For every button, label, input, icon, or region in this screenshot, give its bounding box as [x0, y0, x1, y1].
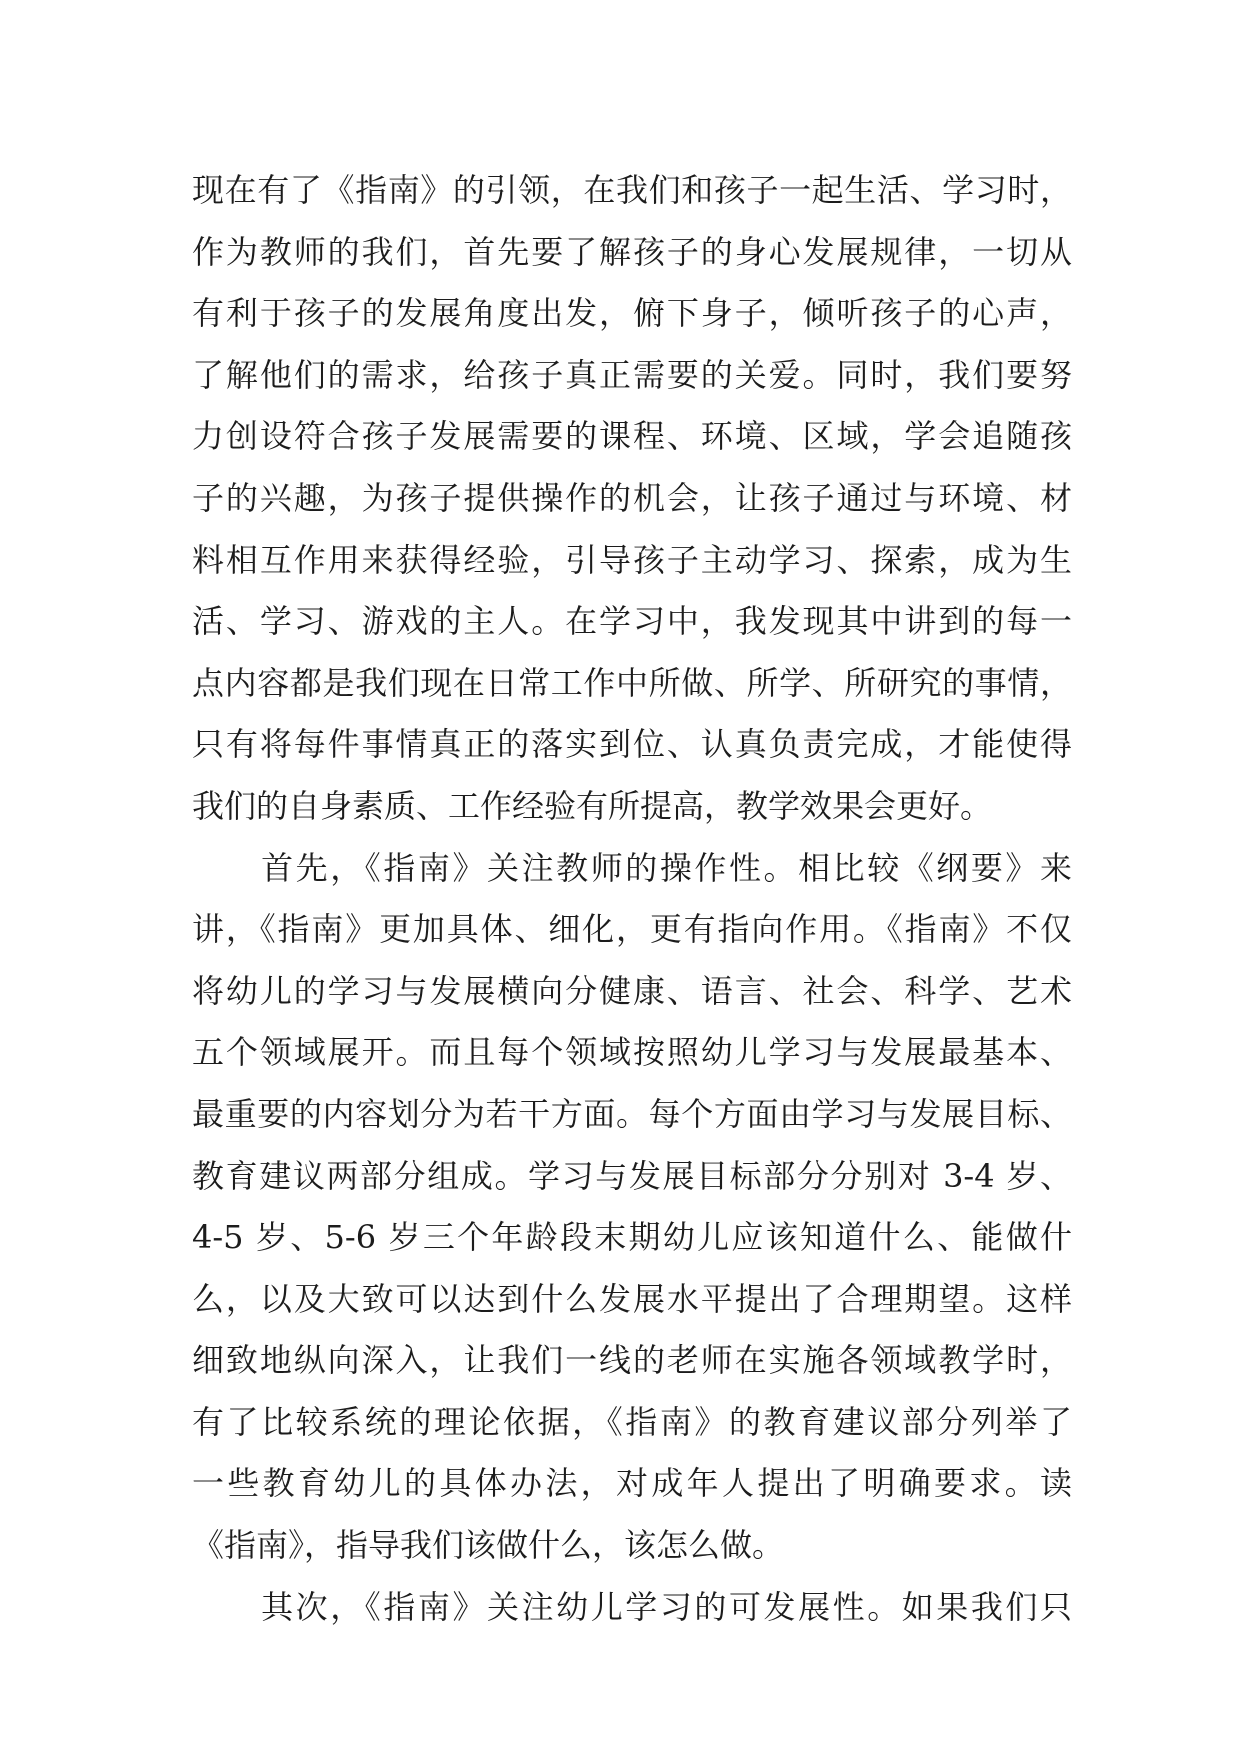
text-line: 我们的自身素质、工作经验有所提高，教学效果会更好。	[192, 786, 993, 825]
text-line: 将幼儿的学习与发展横向分健康、语言、社会、科学、艺术	[192, 971, 1072, 1010]
text-line: 子的兴趣，为孩子提供操作的机会，让孩子通过与环境、材	[192, 478, 1072, 517]
text-line: 有利于孩子的发展角度出发，俯下身子，倾听孩子的心声，	[192, 294, 1072, 333]
text-line: 了解他们的需求，给孩子真正需要的关爱。同时，我们要努	[192, 355, 1072, 394]
text-line: 讲，《指南》更加具体、细化，更有指向作用。《指南》不仅	[192, 910, 1072, 949]
text-line: 力创设符合孩子发展需要的课程、环境、区域，学会追随孩	[192, 417, 1072, 456]
text-line: 活、学习、游戏的主人。在学习中，我发现其中讲到的每一	[192, 602, 1072, 641]
text-line: 最重要的内容划分为若干方面。每个方面由学习与发展目标、	[192, 1094, 1072, 1133]
text-line: 4-5 岁、5-6 岁三个年龄段末期幼儿应该知道什么、能做什	[192, 1218, 1072, 1257]
text-line: 其次，《指南》关注幼儿学习的可发展性。如果我们只	[192, 1587, 1072, 1626]
text-line: 现在有了《指南》的引领，在我们和孩子一起生活、学习时，	[192, 171, 1072, 209]
body-text	[192, 160, 1072, 1638]
text-line: 点内容都是我们现在日常工作中所做、所学、所研究的事情，	[192, 663, 1072, 702]
text-line: 五个领域展开。而且每个领域按照幼儿学习与发展最基本、	[192, 1033, 1072, 1072]
text-line: 料相互作用来获得经验，引导孩子主动学习、探索，成为生	[192, 540, 1072, 579]
text-line: 《指南》，指导我们该做什么，该怎么做。	[192, 1526, 785, 1565]
text-line: 细致地纵向深入，让我们一线的老师在实施各领域教学时，	[192, 1341, 1072, 1380]
text-line: 么，以及大致可以达到什么发展水平提出了合理期望。这样	[192, 1279, 1072, 1318]
text-line: 教育建议两部分组成。学习与发展目标部分分别对 3-4 岁、	[192, 1156, 1072, 1195]
text-line: 作为教师的我们，首先要了解孩子的身心发展规律，一切从	[192, 232, 1072, 271]
text-line: 一些教育幼儿的具体办法，对成年人提出了明确要求。读	[192, 1464, 1072, 1503]
text-line: 只有将每件事情真正的落实到位、认真负责完成，才能使得	[192, 725, 1072, 764]
text-line: 首先，《指南》关注教师的操作性。相比较《纲要》来	[192, 848, 1072, 887]
text-line: 有了比较系统的理论依据，《指南》的教育建议部分列举了	[192, 1402, 1072, 1441]
